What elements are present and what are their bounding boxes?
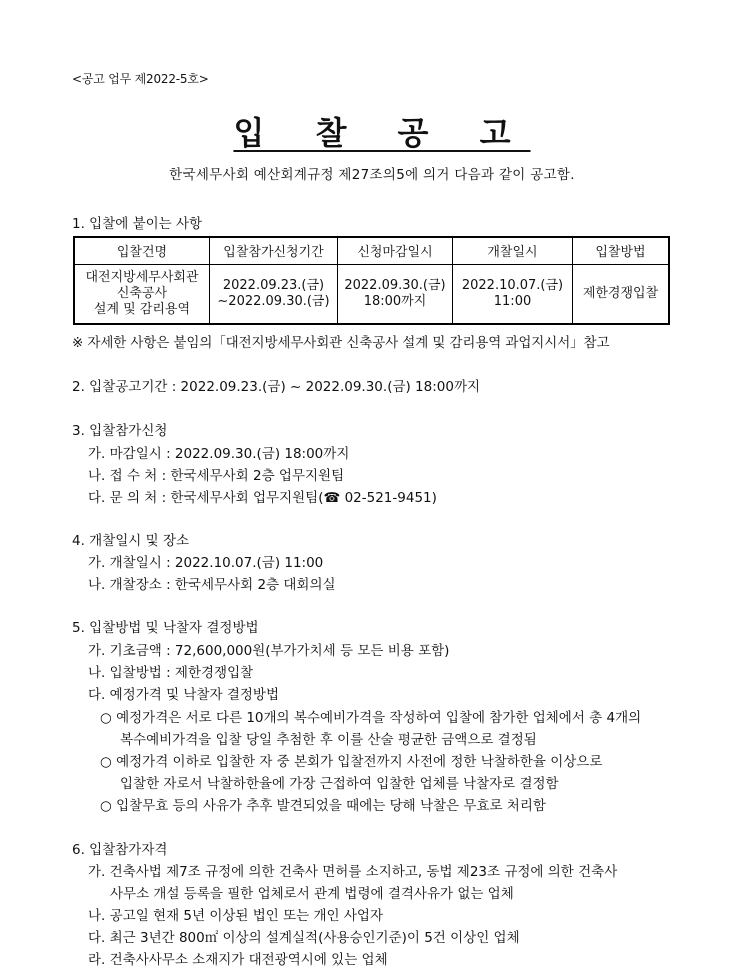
cell-line: 제한경쟁입찰 xyxy=(582,285,659,301)
section6-heading: 6. 입찰참가자격 xyxy=(72,842,168,858)
cell-line: 신축공사 xyxy=(116,285,168,301)
bid-table-cell-period xyxy=(210,264,338,324)
notice-number: <공고 업무 제2022-5호> xyxy=(72,72,209,86)
section3-item: 다. 문 의 처 : 한국세무사회 업무지원팀(☎ 02-521-9451) xyxy=(88,490,437,506)
section6-item: 다. 최근 3년간 800㎡ 이상의 설계실적(사용승인기준)이 5건 이상인 업체 xyxy=(88,930,520,946)
section4-item: 나. 개찰장소 : 한국세무사회 2층 대회의실 xyxy=(88,577,336,593)
cell-line: ~2022.09.30.(금) xyxy=(217,293,330,309)
document-title xyxy=(0,108,744,154)
section5-item: 나. 입찰방법 : 제한경쟁입찰 xyxy=(88,665,254,681)
bullet-continuation: 입찰한 자로서 낙찰하한율에 가장 근접하여 입찰한 업체를 낙찰자로 결정함 xyxy=(120,776,559,792)
section3-heading: 3. 입찰참가신청 xyxy=(72,423,168,439)
bullet-item: ○ 입찰무효 등의 사유가 추후 발견되었을 때에는 당해 낙찰은 무효로 처리함 xyxy=(100,798,546,814)
cell-line: 설계 및 감리용역 xyxy=(93,301,191,317)
section3-item: 가. 마감일시 : 2022.09.30.(금) 18:00까지 xyxy=(88,446,350,462)
section6-item: 라. 건축사사무소 소재지가 대전광역시에 있는 업체 xyxy=(88,952,388,968)
section4-item: 가. 개찰일시 : 2022.10.07.(금) 11:00 xyxy=(88,555,324,571)
section6-item: 나. 공고일 현재 5년 이상된 법인 또는 개인 사업자 xyxy=(88,908,383,924)
bid-table-cell-opening xyxy=(453,264,573,324)
reference-note: ※ 자세한 사항은 붙임의「대전지방세무사회관 신축공사 설계 및 감리용역 과업지시서」참고 xyxy=(72,335,610,351)
bid-table-header-row xyxy=(74,237,669,264)
cell-line: 2022.10.07.(금) xyxy=(461,277,564,293)
bid-table-cell-deadline xyxy=(338,264,453,324)
section5-heading: 5. 입찰방법 및 낙찰자 결정방법 xyxy=(72,620,259,636)
cell-line: 대전지방세무사회관 xyxy=(85,269,199,285)
cell-line: 2022.09.30.(금) xyxy=(344,277,446,293)
section6-item: 가. 건축사법 제7조 규정에 의한 건축사 면허를 소지하고, 동법 제23조 규정에 의한 건축사 xyxy=(88,864,618,880)
section1-heading: 1. 입찰에 붙이는 사항 xyxy=(72,216,203,232)
bid-table-header: 입찰건명 xyxy=(74,237,210,264)
cell-line: 2022.09.23.(금) xyxy=(222,277,325,293)
bullet-item: ○ 예정가격 이하로 입찰한 자 중 본회가 입찰전까지 사전에 정한 낙찰하한율 이상으로 xyxy=(100,754,603,770)
bid-table-cell-method xyxy=(573,264,670,324)
bid-table-header: 입찰방법 xyxy=(573,237,670,264)
bullet-item: ○ 예정가격은 서로 다른 10개의 복수예비가격을 작성하여 입찰에 참가한 업체에서 총 4개의 xyxy=(100,710,642,726)
section5-item: 가. 기초금액 : 72,600,000원(부가가치세 등 모든 비용 포함) xyxy=(88,643,450,659)
document-title-text: 입 찰 공 고 xyxy=(233,114,531,152)
section2-heading: 2. 입찰공고기간 : 2022.09.23.(금) ~ 2022.09.30.(금) 18:00까지 xyxy=(72,379,481,395)
section6-item-continuation: 사무소 개설 등록을 필한 업체로서 관계 법령에 결격사유가 없는 업체 xyxy=(110,886,514,902)
bid-table xyxy=(73,236,670,325)
cell-line: 18:00까지 xyxy=(363,293,427,309)
cell-line: 11:00 xyxy=(493,293,532,309)
section3-item: 나. 접 수 처 : 한국세무사회 2층 업무지원팀 xyxy=(88,468,345,484)
bid-table-row xyxy=(74,264,669,324)
bullet-continuation: 복수예비가격을 입찰 당일 추첨한 후 이를 산술 평균한 금액으로 결정됨 xyxy=(120,732,537,748)
section4-heading: 4. 개찰일시 및 장소 xyxy=(72,533,190,549)
bid-table-cell-project xyxy=(74,264,210,324)
section5-item: 다. 예정가격 및 낙찰자 결정방법 xyxy=(88,687,279,703)
intro-text: 한국세무사회 예산회계규정 제27조의5에 의거 다음과 같이 공고함. xyxy=(169,167,575,183)
bid-table-header: 신청마감일시 xyxy=(338,237,453,264)
bid-table-header: 입찰참가신청기간 xyxy=(210,237,338,264)
bid-table-header: 개찰일시 xyxy=(453,237,573,264)
